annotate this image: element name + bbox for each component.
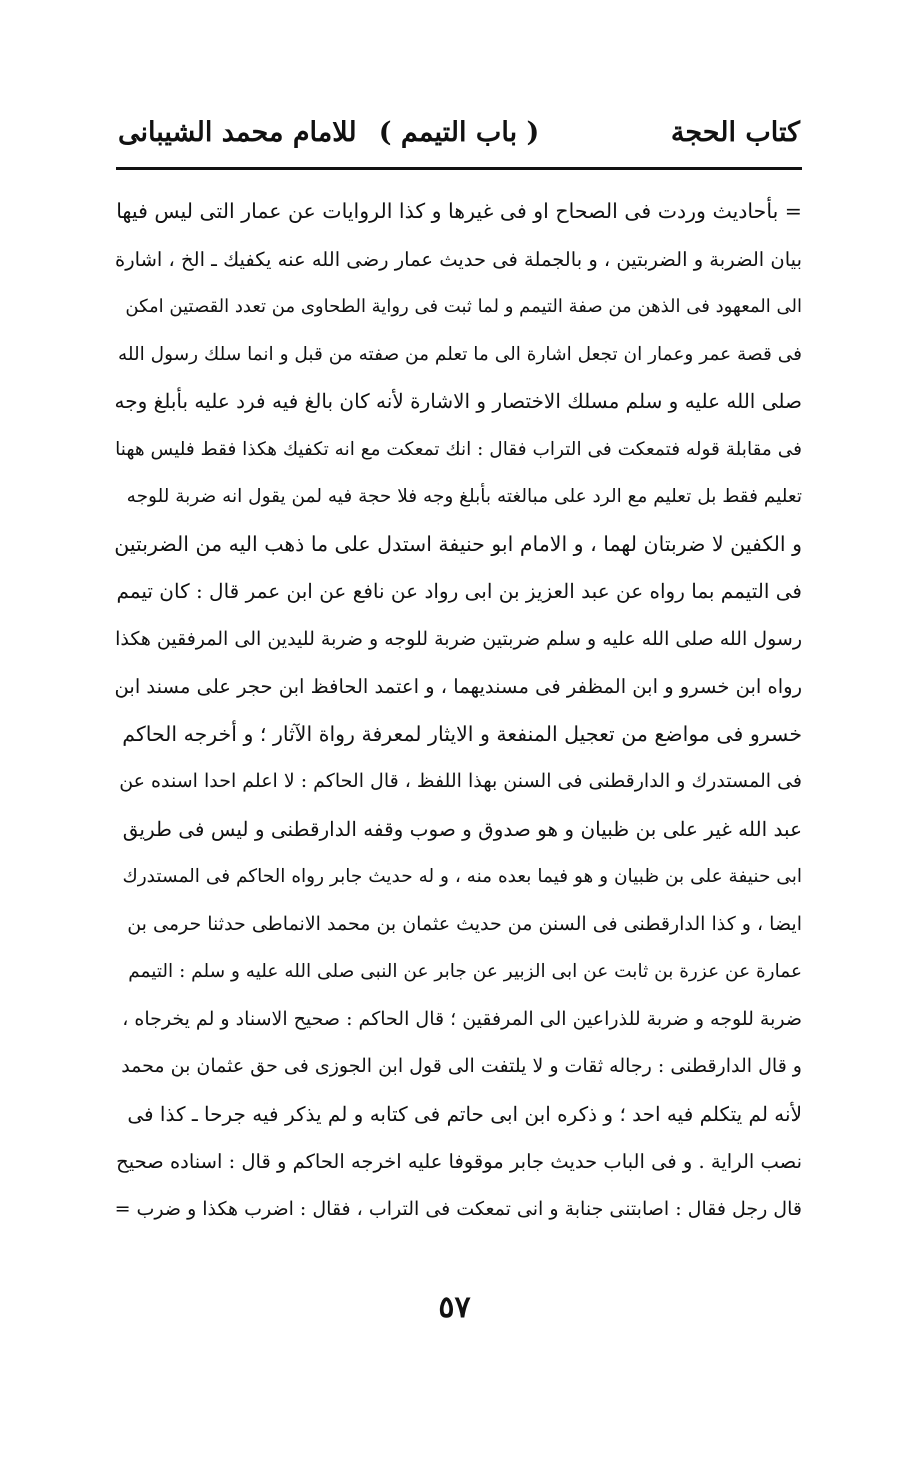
text-line: الى المعهود فى الذهن من صفة التيمم و لما ثبت فى رواية الطحاوى من تعدد القصتين امكن: [125, 296, 802, 317]
text-line: ابى حنيفة على بن ظبيان و هو فيما بعده منه ، و له حديث جابر رواه الحاكم فى المستدرك: [122, 866, 802, 887]
text-line: عمارة عن عزرة بن ثابت عن ابى الزبير عن جابر عن النبى صلى الله عليه و سلم : التيمم: [128, 961, 802, 982]
text-line: ضربة للوجه و ضربة للذراعين الى المرفقين ؛ قال الحاكم : صحيح الاسناد و لم يخرجاه ،: [122, 1007, 802, 1030]
text-line: عبد الله غير على بن ظبيان و هو صدوق و صوب وقفه الدارقطنى و ليس فى طريق: [122, 816, 802, 841]
text-line: = بأحاديث وردت فى الصحاح او فى غيرها و كذا الروايات عن عمار التى ليس فيها: [116, 199, 802, 223]
chapter-title: ( باب التيمم ): [378, 117, 540, 148]
text-line: صلى الله عليه و سلم مسلك الاختصار و الاشارة لأنه كان بالغ فيه فرد عليه بأبلغ وجه: [114, 389, 802, 413]
author-name: للامام محمد الشيبانى: [118, 117, 357, 148]
text-line: و قال الدارقطنى : رجاله ثقات و لا يلتفت الى قول ابن الجوزى فى حق عثمان بن محمد: [121, 1055, 802, 1077]
book-title: كتاب الحجة: [670, 117, 800, 148]
text-line: فى قصة عمر وعمار ان تجعل اشارة الى ما تعلم من صفته من قبل و انما سلك رسول الله: [117, 343, 802, 365]
text-line: لأنه لم يتكلم فيه احد ؛ و ذكره ابن ابى حاتم فى كتابه و لم يذكر فيه جرحا ـ كذا فى: [127, 1101, 802, 1126]
text-line: فى التيمم بما رواه عن عبد العزيز بن ابى رواد عن نافع عن ابن عمر قال : كان تيمم: [116, 579, 802, 603]
text-line: فى مقابلة قوله فتمعكت فى التراب فقال : انك تمعكت مع انه تكفيك هكذا فقط فليس ههنا: [115, 438, 802, 460]
text-line: خسرو فى مواضع من تعجيل المنفعة و الايثار لمعرفة رواة الآثار ؛ و أخرجه الحاكم: [122, 721, 802, 746]
page-header: [118, 112, 800, 158]
text-line: رسول الله صلى الله عليه و سلم ضربتين ضربة للوجه و ضربة لليدين الى المرفقين هكذا: [115, 627, 802, 650]
text-line: تعليم فقط بل تعليم مع الرد على مبالغته بأبلغ وجه فلا حجة فيه لمن يقول انه ضربة للوجه: [126, 486, 802, 507]
text-line: بيان الضربة و الضربتين ، و بالجملة فى حديث عمار رضى الله عنه يكفيك ـ الخ ، اشارة: [115, 247, 802, 271]
text-line: ايضا ، و كذا الدارقطنى فى السنن من حديث عثمان بن محمد الانماطى حدثنا حرمى بن: [127, 912, 802, 935]
text-line: قال رجل فقال : اصابتنى جنابة و انى تمعكت فى التراب ، فقال : اضرب هكذا و ضرب =: [114, 1197, 802, 1220]
text-line: نصب الراية . و فى الباب حديث جابر موقوفا عليه اخرجه الحاكم و قال : اسناده صحيح: [116, 1150, 802, 1173]
text-line: رواه ابن خسرو و ابن المظفر فى مسنديهما ، و اعتمد الحافظ ابن حجر على مسند ابن: [114, 675, 802, 698]
body-text: [112, 188, 802, 1233]
text-line: فى المستدرك و الدارقطنى فى السنن بهذا اللفظ ، قال الحاكم : لا اعلم احدا اسنده عن: [119, 770, 802, 792]
text-line: و الكفين لا ضربتان لهما ، و الامام ابو حنيفة استدل على ما ذهب اليه من الضربتين: [114, 531, 802, 556]
header-divider: [116, 167, 802, 170]
page-number: ٥٧: [438, 1290, 471, 1325]
